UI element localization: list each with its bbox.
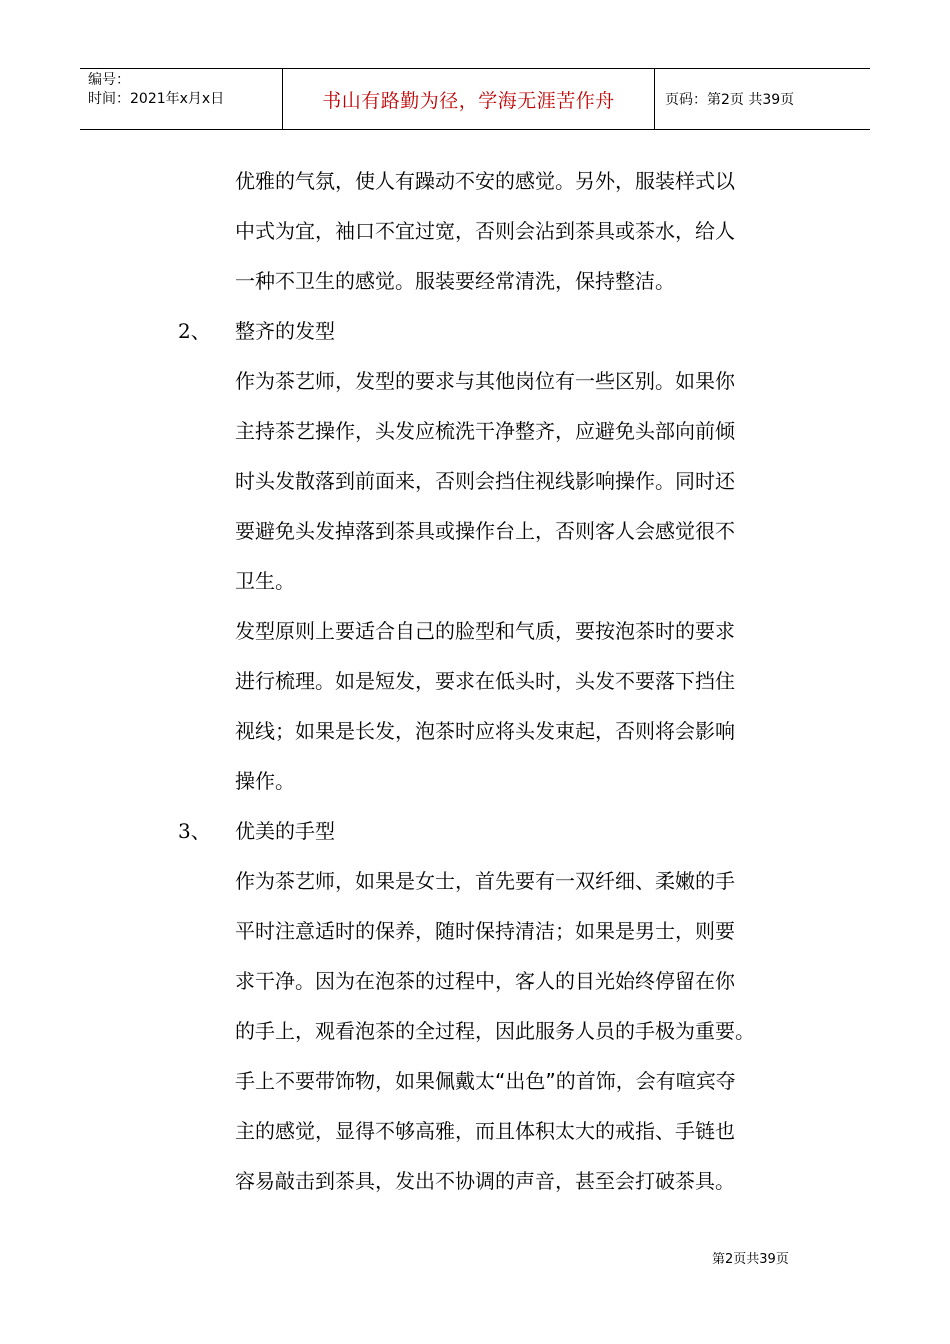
body-line: 作为茶艺师，如果是女士，首先要有一双纤细、柔嫩的手 — [235, 869, 735, 893]
body-line: 一种不卫生的感觉。服装要经常清洗，保持整洁。 — [235, 269, 675, 293]
body-line: 视线；如果是长发，泡茶时应将头发束起，否则将会影响 — [235, 719, 735, 743]
body-line: 进行梳理。如是短发，要求在低头时，头发不要落下挡住 — [235, 669, 735, 693]
body-line: 时头发散落到前面来，否则会挡住视线影响操作。同时还 — [235, 469, 735, 493]
code-label: 编号： — [88, 72, 130, 88]
section-heading-hair: 整齐的发型 — [235, 319, 335, 343]
body-line: 卫生。 — [235, 569, 295, 593]
body-line: 操作。 — [235, 769, 295, 793]
body-line: 手上不要带饰物，如果佩戴太“出色”的首饰，会有喧宾夺 — [235, 1069, 736, 1093]
header-meta — [80, 69, 282, 129]
body-line: 要避免头发掉落到茶具或操作台上，否则客人会感觉很不 — [235, 519, 735, 543]
body-line: 发型原则上要适合自己的脸型和气质，要按泡茶时的要求 — [235, 619, 735, 643]
section-number-hand: 3、 — [178, 819, 211, 843]
header-page-info: 页码：第2页 共39页 — [665, 92, 795, 108]
section-number-hair: 2、 — [178, 319, 211, 343]
document-header — [80, 68, 870, 130]
footer-page-number: 第2页共39页 — [712, 1252, 789, 1267]
time-label: 时间：2021年x月x日 — [88, 91, 225, 107]
body-line: 的手上，观看泡茶的全过程，因此服务人员的手极为重要。 — [235, 1019, 755, 1043]
body-line: 求干净。因为在泡茶的过程中，客人的目光始终停留在你 — [235, 969, 735, 993]
section-heading-hand: 优美的手型 — [235, 819, 335, 843]
body-line: 平时注意适时的保养，随时保持清洁；如果是男士，则要 — [235, 919, 735, 943]
body-line: 主持茶艺操作，头发应梳洗干净整齐，应避免头部向前倾 — [235, 419, 735, 443]
body-line: 作为茶艺师，发型的要求与其他岗位有一些区别。如果你 — [235, 369, 735, 393]
body-line: 容易敲击到茶具，发出不协调的声音，甚至会打破茶具。 — [235, 1169, 735, 1193]
body-line: 优雅的气氛，使人有躁动不安的感觉。另外，服装样式以 — [235, 169, 735, 193]
header-motto: 书山有路勤为径，学海无涯苦作舟 — [282, 69, 655, 129]
body-line: 中式为宜，袖口不宜过宽，否则会沾到茶具或茶水，给人 — [235, 219, 735, 243]
body-line: 主的感觉，显得不够高雅，而且体积太大的戒指、手链也 — [235, 1119, 735, 1143]
